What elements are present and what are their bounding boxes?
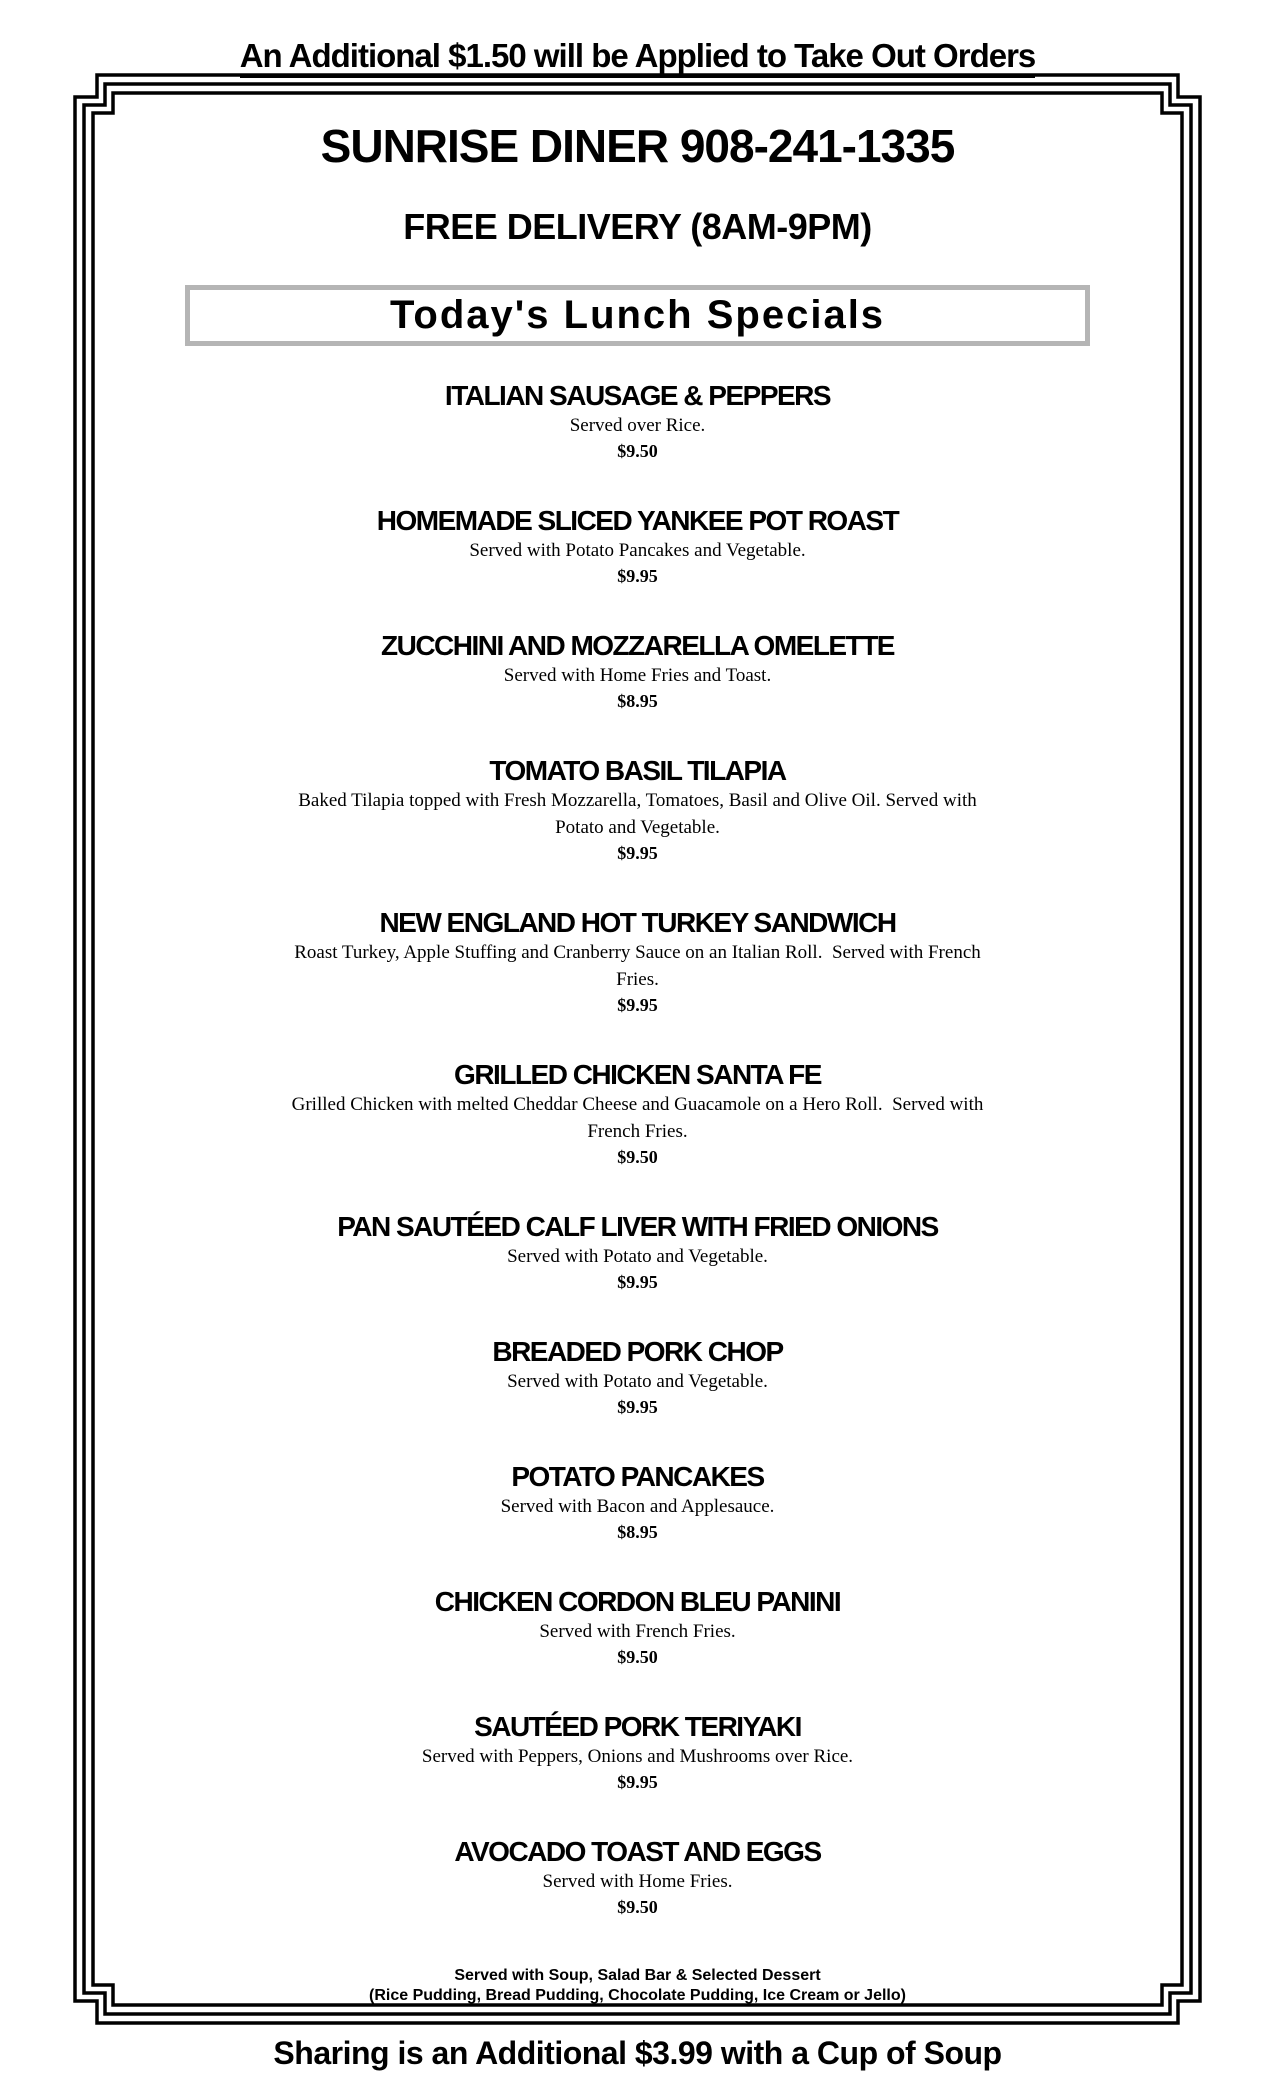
menu-item <box>95 380 1180 464</box>
item-description <box>95 1368 1180 1395</box>
item-description <box>95 939 1180 993</box>
item-price: $8.95 <box>617 1522 658 1542</box>
item-description <box>95 662 1180 689</box>
item-description <box>95 787 1180 841</box>
item-description <box>95 1868 1180 1895</box>
item-name: CHICKEN CORDON BLEU PANINI <box>434 1586 841 1617</box>
item-description <box>95 537 1180 564</box>
menu-item <box>95 630 1180 714</box>
item-desc-line: Served with Potato and Vegetable. <box>507 1371 768 1392</box>
menu-items <box>95 346 1180 2006</box>
menu-item <box>95 1461 1180 1545</box>
menu-item <box>95 1336 1180 1420</box>
item-description <box>95 1091 1180 1145</box>
delivery-note: FREE DELIVERY (8AM-9PM) <box>403 206 872 247</box>
item-desc-line: Served with Home Fries. <box>542 1871 733 1892</box>
item-desc-line: Served with Bacon and Applesauce. <box>500 1496 775 1517</box>
menu-item <box>95 1211 1180 1295</box>
item-desc-line: Served with Potato and Vegetable. <box>507 1246 768 1267</box>
item-price: $9.50 <box>617 1897 658 1917</box>
item-price: $9.50 <box>617 441 658 461</box>
item-price: $9.50 <box>617 1147 658 1167</box>
item-description <box>95 1618 1180 1645</box>
item-description <box>95 1243 1180 1270</box>
menu-item <box>95 1836 1180 1920</box>
item-desc-line: Served with French Fries. <box>539 1621 736 1642</box>
item-name: ZUCCHINI AND MOZZARELLA OMELETTE <box>381 630 894 661</box>
item-name: POTATO PANCAKES <box>511 1461 764 1492</box>
dessert-note-line2: (Rice Pudding, Bread Pudding, Chocolate Pudding, Ice Cream or Jello) <box>369 1987 906 2004</box>
item-desc-line: Baked Tilapia topped with Fresh Mozzarella, Tomatoes, Basil and Olive Oil. Served with <box>298 790 977 811</box>
dessert-note <box>95 1966 1180 2006</box>
item-name: ITALIAN SAUSAGE & PEPPERS <box>444 380 831 411</box>
menu-item <box>95 755 1180 866</box>
item-price: $9.95 <box>617 1397 658 1417</box>
menu-item <box>95 505 1180 589</box>
dessert-note-line1: Served with Soup, Salad Bar & Selected Dessert <box>454 1967 821 1984</box>
item-name: TOMATO BASIL TILAPIA <box>489 755 786 786</box>
item-desc-line: Served with Potato Pancakes and Vegetable. <box>469 540 806 561</box>
item-name: AVOCADO TOAST AND EGGS <box>454 1836 821 1867</box>
item-desc-line: French Fries. <box>587 1121 688 1142</box>
item-price: $9.95 <box>617 995 658 1015</box>
item-desc-line: Served with Peppers, Onions and Mushrooms over Rice. <box>421 1746 854 1767</box>
item-desc-line: Served with Home Fries and Toast. <box>503 665 772 686</box>
item-price: $9.95 <box>617 843 658 863</box>
item-name: GRILLED CHICKEN SANTA FE <box>454 1059 821 1090</box>
item-name: BREADED PORK CHOP <box>492 1336 783 1367</box>
item-name: HOMEMADE SLICED YANKEE POT ROAST <box>376 505 899 536</box>
sharing-note: Sharing is an Additional $3.99 with a Cup of Soup <box>273 2035 1002 2071</box>
item-price: $9.95 <box>617 566 658 586</box>
item-price: $9.50 <box>617 1647 658 1667</box>
item-desc-line: Served over Rice. <box>569 415 706 436</box>
item-desc-line: Potato and Vegetable. <box>555 817 720 838</box>
menu-item <box>95 907 1180 1018</box>
specials-title: Today's Lunch Specials <box>389 293 886 337</box>
specials-box <box>185 285 1090 346</box>
takeout-note: An Additional $1.50 will be Applied to Take Out Orders <box>240 37 1036 78</box>
item-price: $9.95 <box>617 1272 658 1292</box>
item-name: PAN SAUTÉED CALF LIVER WITH FRIED ONIONS <box>337 1211 938 1242</box>
item-desc-line: Fries. <box>616 969 659 990</box>
item-desc-line: Grilled Chicken with melted Cheddar Cheese and Guacamole on a Hero Roll. Served with <box>291 1094 984 1115</box>
item-description <box>95 1743 1180 1770</box>
item-description <box>95 1493 1180 1520</box>
menu-item <box>95 1059 1180 1170</box>
item-name: NEW ENGLAND HOT TURKEY SANDWICH <box>379 907 896 938</box>
menu-item <box>95 1586 1180 1670</box>
item-description <box>95 412 1180 439</box>
item-price: $9.95 <box>617 1772 658 1792</box>
menu-item <box>95 1711 1180 1795</box>
item-price: $8.95 <box>617 691 658 711</box>
diner-title: SUNRISE DINER 908-241-1335 <box>320 120 955 172</box>
item-name: SAUTÉED PORK TERIYAKI <box>474 1711 801 1742</box>
item-desc-line: Roast Turkey, Apple Stuffing and Cranberry Sauce on an Italian Roll. Served with French <box>294 942 981 963</box>
